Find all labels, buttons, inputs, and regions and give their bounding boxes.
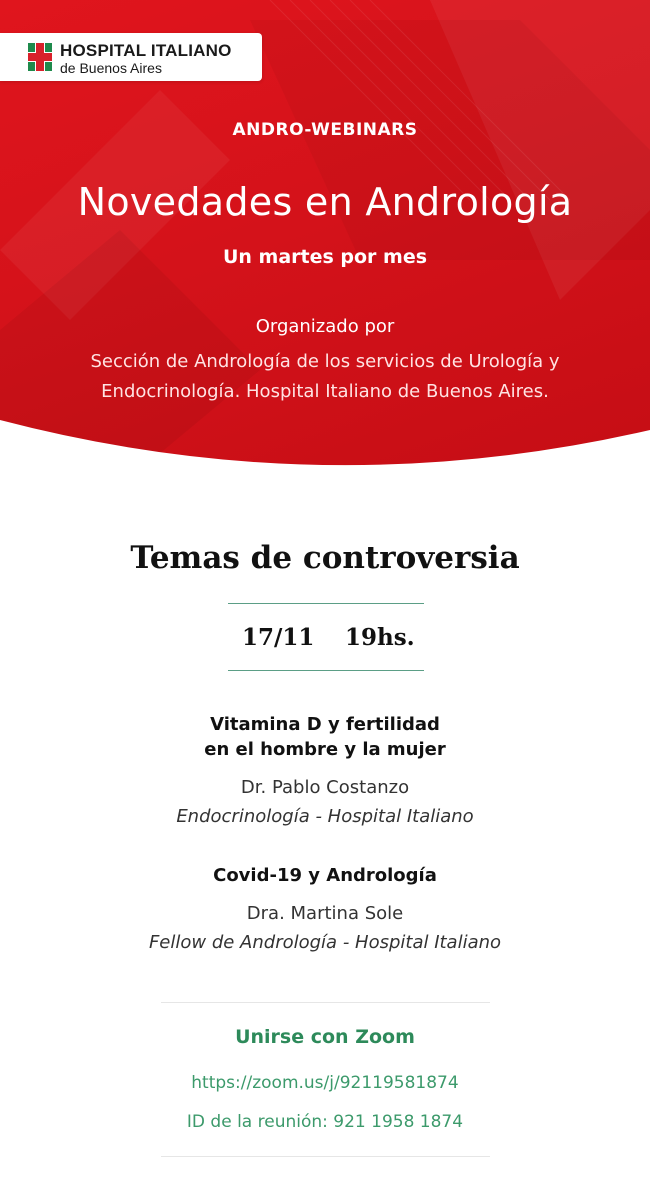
date-divider-bottom bbox=[228, 670, 424, 671]
cross-quad-tr bbox=[45, 43, 52, 52]
talk-2-title: Covid-19 y Andrología bbox=[213, 865, 437, 886]
hospital-logo bbox=[0, 33, 262, 81]
zoom-divider-top bbox=[161, 1002, 490, 1003]
zoom-meeting-id: ID de la reunión: 921 1958 1874 bbox=[186, 1112, 464, 1132]
organizer-line-2: Endocrinología. Hospital Italiano de Buenos Aires. bbox=[101, 381, 549, 402]
series-label: ANDRO-WEBINARS bbox=[232, 120, 418, 140]
cross-quad-tl bbox=[28, 43, 35, 52]
talk-2-affiliation: Fellow de Andrología - Hospital Italiano bbox=[148, 932, 502, 953]
organizer-label: Organizado por bbox=[255, 316, 395, 337]
hero-title: Novedades en Andrología bbox=[77, 180, 573, 224]
logo-subtitle: de Buenos Aires bbox=[60, 60, 162, 76]
zoom-divider-bottom bbox=[161, 1156, 490, 1157]
hero-subtitle: Un martes por mes bbox=[222, 246, 428, 268]
cross-quad-bl bbox=[28, 62, 35, 71]
organizer-line-1: Sección de Andrología de los servicios de Urología y bbox=[90, 351, 560, 372]
date-divider-top bbox=[228, 603, 424, 604]
zoom-link[interactable]: https://zoom.us/j/92119581874 bbox=[191, 1073, 459, 1093]
event-title: Temas de controversia bbox=[130, 540, 520, 576]
zoom-title: Unirse con Zoom bbox=[235, 1026, 415, 1048]
event-date: 17/11 bbox=[242, 624, 315, 651]
cross-icon bbox=[28, 43, 52, 71]
cross-vertical bbox=[36, 43, 44, 71]
talk-1-affiliation: Endocrinología - Hospital Italiano bbox=[176, 806, 474, 827]
talk-1-title-line-2: en el hombre y la mujer bbox=[204, 739, 446, 760]
talk-1-speaker: Dr. Pablo Costanzo bbox=[240, 777, 410, 798]
logo-name: HOSPITAL ITALIANO bbox=[60, 41, 232, 60]
talk-2-speaker: Dra. Martina Sole bbox=[246, 903, 404, 924]
hero-banner bbox=[0, 0, 650, 500]
talk-1-title-line-1: Vitamina D y fertilidad bbox=[210, 714, 440, 735]
cross-quad-br bbox=[45, 62, 52, 71]
event-time: 19hs. bbox=[345, 624, 415, 651]
